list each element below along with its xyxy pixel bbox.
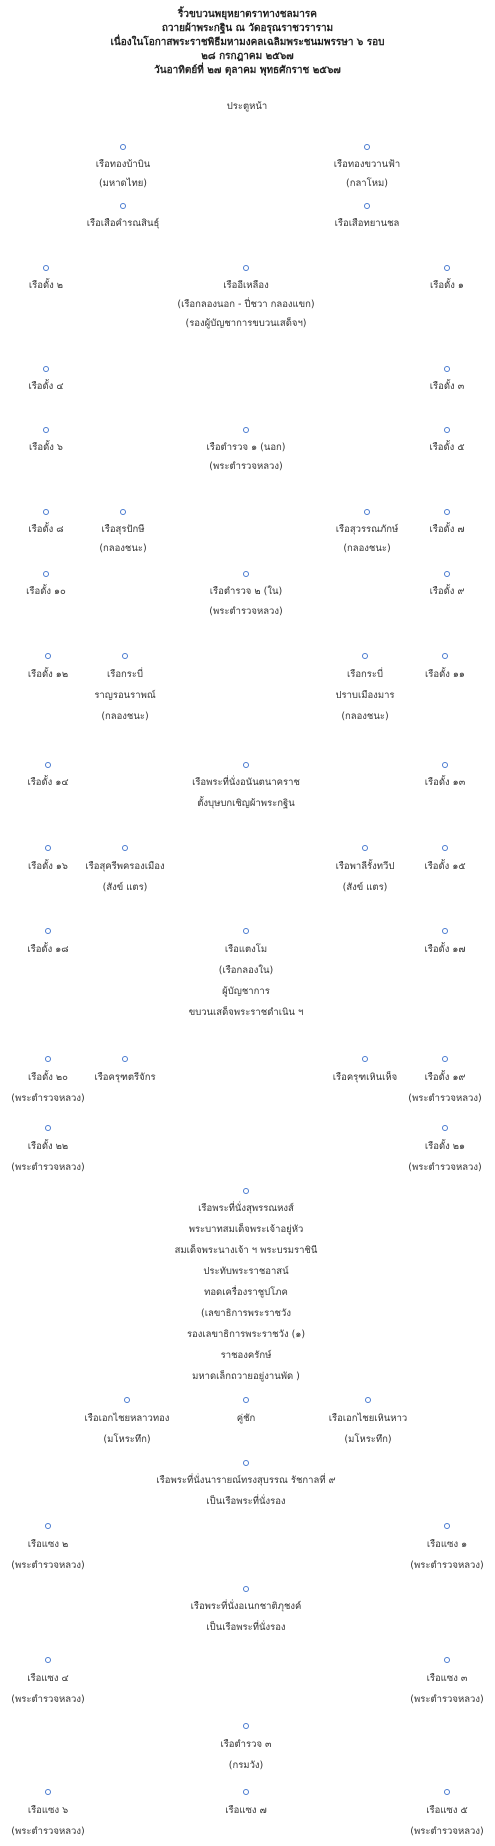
boat-krabi-2: เรือกระบี่ — [346, 669, 384, 680]
boat-tang-9: เรือดั้ง ๙ — [429, 586, 465, 597]
boat-marker — [442, 928, 448, 934]
boat-suphannahong: เรือพระที่นั่งสุพรรณหงส์ — [198, 1203, 294, 1214]
boat-marker — [45, 1125, 51, 1131]
boat-marker — [243, 265, 249, 271]
boat-marker — [45, 653, 51, 659]
boat-marker — [365, 1397, 371, 1403]
boat-marker — [362, 845, 368, 851]
boat-marker — [122, 1056, 128, 1062]
boat-tang-14: เรือดั้ง ๑๔ — [27, 777, 69, 788]
boat-truat-2: เรือตำรวจ ๒ (ใน) — [209, 586, 283, 597]
boat-thong-ba-bin: เรือทองบ้าบิน — [95, 159, 151, 170]
boat-note: (กลาโหม) — [346, 178, 388, 189]
boat-krut-hern: เรือครุฑเหินเห็จ — [332, 1072, 398, 1083]
boat-marker — [43, 366, 49, 372]
boat-marker — [120, 144, 126, 150]
boat-tang-1: เรือดั้ง ๑ — [430, 280, 464, 291]
boat-tang-3: เรือดั้ง ๓ — [429, 381, 465, 392]
boat-krabi-1-name: ราญรอนราพณ์ — [94, 690, 156, 701]
boat-tang-19: เรือดั้ง ๑๙ — [424, 1072, 466, 1083]
boat-marker — [43, 571, 49, 577]
boat-tang-7: เรือดั้ง ๗ — [429, 524, 465, 535]
boat-truat-1: เรือตำรวจ ๑ (นอก) — [206, 442, 286, 453]
boat-tang-8: เรือดั้ง ๘ — [28, 524, 64, 535]
boat-phali: เรือพาลีรั้งทวีป — [335, 861, 395, 872]
boat-marker — [43, 427, 49, 433]
boat-note: (มหาดไทย) — [98, 178, 148, 189]
boat-note: (กลองชนะ) — [101, 711, 149, 722]
boat-marker — [120, 509, 126, 515]
boat-note: (เรือกลองใน) — [218, 965, 274, 976]
boat-marker — [243, 1397, 249, 1403]
boat-note: ประทับพระราชอาสน์ — [203, 1266, 289, 1277]
boat-tang-20: เรือดั้ง ๒๐ — [28, 1072, 68, 1083]
boat-note: (พระตำรวจหลวง) — [209, 461, 283, 472]
boat-marker — [444, 366, 450, 372]
boat-note: พระบาทสมเด็จพระเจ้าอยู่หัว — [188, 1224, 304, 1235]
boat-note: (พระตำรวจหลวง) — [11, 1560, 85, 1571]
boat-note: (กลองชนะ) — [99, 543, 147, 554]
boat-note: (พระตำรวจหลวง) — [11, 1093, 85, 1104]
boat-marker — [444, 265, 450, 271]
boat-tang-15: เรือดั้ง ๑๕ — [424, 861, 466, 872]
boat-note: (มโหระทึก) — [103, 1434, 151, 1445]
boat-anantanak: เรือพระที่นั่งอนันตนาคราช — [192, 777, 300, 788]
boat-marker — [243, 1723, 249, 1729]
boat-marker — [243, 762, 249, 768]
boat-thong-khwan-fa: เรือทองขวานฟ้า — [333, 159, 401, 170]
boat-marker — [364, 203, 370, 209]
boat-tang-12: เรือดั้ง ๑๒ — [27, 669, 69, 680]
boat-suea-kham-sin: เรือเสือคำรณสินธุ์ — [86, 218, 160, 229]
boat-tang-18: เรือดั้ง ๑๘ — [27, 944, 69, 955]
boat-suraphak: เรือสุรปักษี — [101, 524, 145, 535]
boat-note: (สังข์ แตร) — [342, 882, 388, 893]
boat-marker — [362, 653, 368, 659]
boat-note: (เรือกลองนอก - ปี่ชวา กลองแขก) — [177, 299, 315, 310]
boat-suea-thayan-chon: เรือเสือทยานชล — [334, 218, 400, 229]
boat-note: ตั้งบุษบกเชิญผ้าพระกฐิน — [197, 798, 295, 809]
boat-saeng-4: เรือแซง ๔ — [27, 1673, 69, 1684]
boat-note: มหาดเล็กถวายอยู่งานพัด ) — [192, 1371, 300, 1382]
boat-tang-22: เรือดั้ง ๒๒ — [27, 1141, 69, 1152]
boat-marker — [122, 845, 128, 851]
boat-anek: เรือพระที่นั่งอเนกชาติภุชงค์ — [190, 1601, 302, 1612]
boat-note: (พระตำรวจหลวง) — [410, 1694, 484, 1705]
boat-saeng-5: เรือแซง ๕ — [426, 1805, 468, 1816]
boat-marker — [243, 1460, 249, 1466]
boat-marker — [243, 1188, 249, 1194]
boat-marker — [45, 1056, 51, 1062]
boat-marker — [45, 1789, 51, 1795]
boat-note: (สังข์ แตร) — [102, 882, 148, 893]
boat-marker — [444, 1523, 450, 1529]
boat-marker — [122, 653, 128, 659]
boat-marker — [43, 265, 49, 271]
boat-note: (เลขาธิการพระราชวัง — [201, 1308, 291, 1319]
boat-note: (มโหระทึก) — [344, 1434, 392, 1445]
boat-tang-16: เรือดั้ง ๑๖ — [28, 861, 68, 872]
boat-tang-17: เรือดั้ง ๑๗ — [424, 944, 466, 955]
boat-narai: เรือพระที่นั่งนารายณ์ทรงสุบรรณ รัชกาลที่ ๙ — [156, 1475, 336, 1486]
boat-marker — [243, 928, 249, 934]
boat-note: ขบวนเสด็จพระราชดำเนิน ฯ — [188, 1007, 304, 1018]
boat-surayu: เรือสุวรรณภักษ์ — [335, 524, 399, 535]
boat-saeng-2: เรือแซง ๒ — [27, 1539, 69, 1550]
boat-truat-3: เรือตำรวจ ๓ — [220, 1739, 272, 1750]
boat-saeng-3: เรือแซง ๓ — [426, 1673, 468, 1684]
boat-marker — [444, 509, 450, 515]
boat-marker — [45, 1657, 51, 1663]
boat-marker — [45, 845, 51, 851]
front-gate-label: ประตูหน้า — [226, 101, 268, 112]
boat-note: รองเลขาธิการพระราชวัง (๑) — [186, 1329, 306, 1340]
boat-marker — [444, 1657, 450, 1663]
boat-note: ผู้บัญชาการ — [222, 986, 270, 997]
boat-note: (พระตำรวจหลวง) — [11, 1694, 85, 1705]
boat-saeng-6: เรือแซง ๖ — [27, 1805, 69, 1816]
header-line-2: ถวายผ้าพระกฐิน ณ วัดอรุณราชวราราม — [161, 23, 334, 34]
header-line-1: ริ้วขบวนพยุหยาตราทางชลมารค — [178, 9, 317, 20]
boat-marker — [243, 427, 249, 433]
boat-note: (พระตำรวจหลวง) — [410, 1560, 484, 1571]
boat-tang-2: เรือดั้ง ๒ — [28, 280, 64, 291]
boat-ekchai-hern-hao: เรือเอกไชยเหินหาว — [328, 1413, 408, 1424]
boat-tang-13: เรือดั้ง ๑๓ — [424, 777, 466, 788]
boat-marker — [120, 203, 126, 209]
boat-note: (พระตำรวจหลวง) — [408, 1093, 482, 1104]
boat-note: ทอดเครื่องราชูปโภค — [204, 1287, 288, 1298]
boat-marker — [364, 144, 370, 150]
boat-marker — [444, 1789, 450, 1795]
boat-marker — [444, 427, 450, 433]
boat-marker — [442, 845, 448, 851]
boat-saeng-7: เรือแซง ๗ — [225, 1805, 267, 1816]
boat-note: สมเด็จพระนางเจ้า ฯ พระบรมราชินี — [174, 1245, 318, 1256]
boat-marker — [43, 509, 49, 515]
boat-tang-6: เรือดั้ง ๖ — [29, 442, 63, 453]
boat-krabi-2-name: ปราบเมืองมาร — [335, 690, 395, 701]
boat-ekchai-lao-thong: เรือเอกไชยหลาวทอง — [84, 1413, 170, 1424]
header-line-4: ๒๘ กรกฎาคม ๒๕๖๗ — [201, 51, 294, 62]
boat-krut-tret: เรือครุฑตรีจักร — [94, 1072, 156, 1083]
boat-note: (พระตำรวจหลวง) — [408, 1162, 482, 1173]
boat-marker — [442, 653, 448, 659]
boat-tang-4: เรือดั้ง ๔ — [28, 381, 64, 392]
boat-tang-5: เรือดั้ง ๕ — [429, 442, 465, 453]
boat-marker — [243, 571, 249, 577]
boat-marker — [124, 1397, 130, 1403]
boat-note: (พระตำรวจหลวง) — [209, 606, 283, 617]
boat-i-lueang: เรืออีเหลือง — [223, 280, 269, 291]
boat-note: (กรมวัง) — [228, 1760, 264, 1771]
boat-note: (พระตำรวจหลวง) — [11, 1162, 85, 1173]
boat-tang-21: เรือดั้ง ๒๑ — [424, 1141, 466, 1152]
header-line-3: เนื่องในโอกาสพระราชพิธีมหามงคลเฉลิมพระชนมพรรษา ๖ รอบ — [110, 37, 385, 48]
boat-tang-10: เรือดั้ง ๑๐ — [26, 586, 66, 597]
boat-note: เป็นเรือพระที่นั่งรอง — [206, 1622, 286, 1633]
boat-note: (กลองชนะ) — [341, 711, 389, 722]
boat-note: ราชองครักษ์ — [220, 1350, 272, 1361]
boat-note: (กลองชนะ) — [343, 543, 391, 554]
boat-marker — [362, 1056, 368, 1062]
boat-marker — [442, 1125, 448, 1131]
boat-marker — [243, 1586, 249, 1592]
boat-sukhrip: เรือสุครีพครองเมือง — [85, 861, 165, 872]
boat-krabi-1: เรือกระบี่ — [106, 669, 144, 680]
boat-saeng-mai: เรือแตงโม — [224, 944, 268, 955]
boat-marker — [442, 762, 448, 768]
boat-saeng-1: เรือแซง ๑ — [426, 1539, 468, 1550]
boat-marker — [442, 1056, 448, 1062]
boat-marker — [243, 1789, 249, 1795]
boat-marker — [45, 1523, 51, 1529]
boat-note: (พระตำรวจหลวง) — [410, 1826, 484, 1837]
boat-tang-11: เรือดั้ง ๑๑ — [425, 669, 465, 680]
boat-marker — [444, 571, 450, 577]
header-line-5: วันอาทิตย์ที่ ๒๗ ตุลาคม พุทธศักราช ๒๕๖๗ — [154, 65, 341, 76]
boat-marker — [45, 762, 51, 768]
pair-label: คู่ชัก — [236, 1413, 256, 1424]
boat-marker — [364, 509, 370, 515]
boat-note: (รองผู้บัญชาการขบวนเสด็จฯ) — [185, 318, 307, 329]
boat-marker — [45, 928, 51, 934]
boat-note: เป็นเรือพระที่นั่งรอง — [206, 1496, 286, 1507]
boat-note: (พระตำรวจหลวง) — [11, 1826, 85, 1837]
